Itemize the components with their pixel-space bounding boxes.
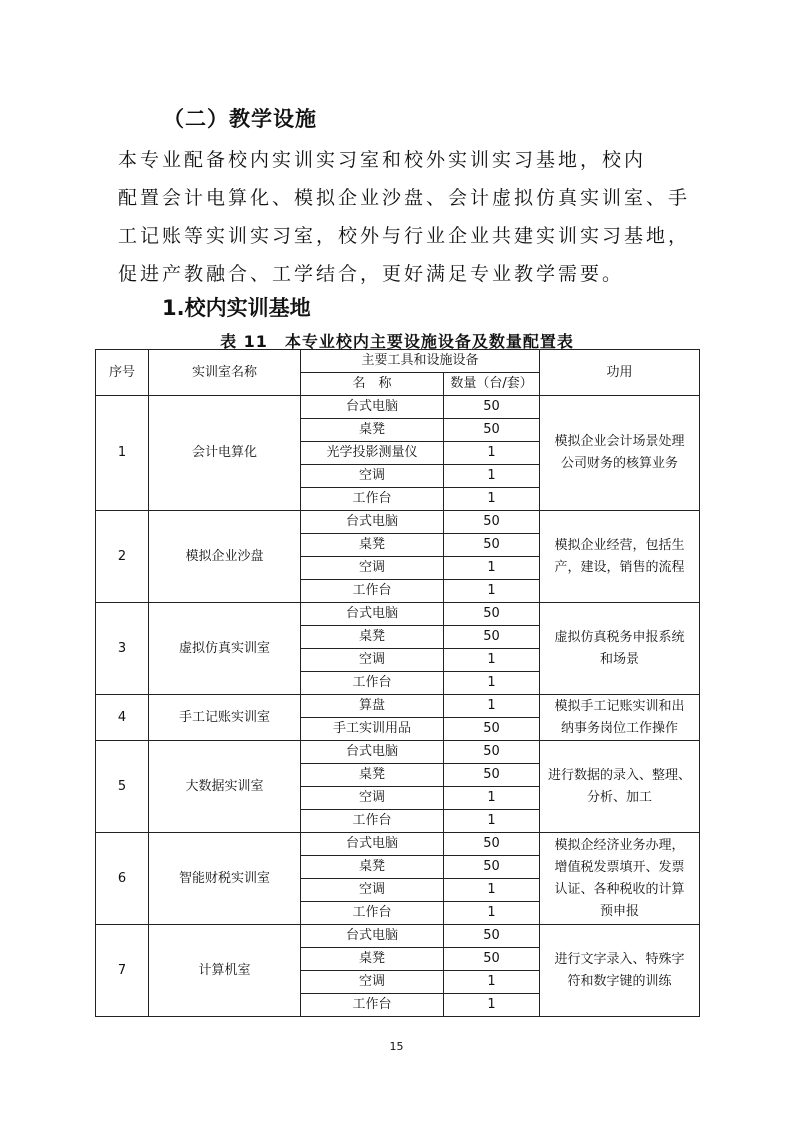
room-function-cell (540, 511, 700, 603)
item-name-cell: 台式电脑 (301, 396, 444, 419)
room-function-cell (540, 833, 700, 925)
item-name-cell: 桌凳 (301, 626, 444, 649)
item-name-cell: 空调 (301, 787, 444, 810)
function-line: 认证、各种税收的计算 (554, 881, 685, 897)
function-line: 符和数字键的训练 (567, 973, 672, 989)
room-name-cell: 手工记账实训室 (149, 695, 301, 741)
paragraph-line: 本专业配备校内实训实习室和校外实训实习基地，校内 (118, 149, 647, 171)
paragraph-line: 促进产教融合、工学结合，更好满足专业教学需要。 (118, 263, 625, 285)
facility-table (95, 349, 700, 1017)
item-qty-cell: 50 (444, 833, 540, 856)
room-function-cell (540, 695, 700, 741)
item-qty-cell: 50 (444, 511, 540, 534)
table-row (96, 511, 700, 534)
section-heading: （二）教学设施 (163, 107, 317, 131)
item-qty-cell: 1 (444, 902, 540, 925)
item-name-cell: 工作台 (301, 810, 444, 833)
item-name-cell: 空调 (301, 971, 444, 994)
table-row (96, 603, 700, 626)
item-name-cell: 台式电脑 (301, 603, 444, 626)
item-qty-cell: 50 (444, 419, 540, 442)
header-function: 功用 (540, 350, 700, 396)
function-line: 和场景 (600, 651, 640, 667)
function-line: 模拟企业会计场景处理 (554, 434, 685, 449)
room-seq-cell: 1 (96, 396, 149, 511)
room-name-cell: 虚拟仿真实训室 (149, 603, 301, 695)
item-qty-cell: 50 (444, 741, 540, 764)
room-function-cell (540, 925, 700, 1017)
room-name-cell: 大数据实训室 (149, 741, 301, 833)
table-row (96, 396, 700, 419)
item-name-cell: 工作台 (301, 488, 444, 511)
room-function-cell (540, 741, 700, 833)
item-name-cell: 工作台 (301, 902, 444, 925)
item-qty-cell: 1 (444, 810, 540, 833)
room-name-cell: 计算机室 (149, 925, 301, 1017)
header-seq: 序号 (96, 350, 149, 396)
item-name-cell: 工作台 (301, 994, 444, 1017)
table-header-row (96, 350, 700, 373)
function-line: 模拟企业经营，包括生 (554, 537, 685, 553)
room-seq-cell: 6 (96, 833, 149, 925)
item-qty-cell: 1 (444, 879, 540, 902)
item-name-cell: 空调 (301, 465, 444, 488)
function-line: 模拟手工记账实训和出 (554, 698, 685, 714)
room-function-cell (540, 603, 700, 695)
table-row (96, 925, 700, 948)
item-qty-cell: 1 (444, 649, 540, 672)
item-qty-cell: 1 (444, 994, 540, 1017)
room-seq-cell: 5 (96, 741, 149, 833)
item-qty-cell: 1 (444, 580, 540, 603)
function-line: 进行文字录入、特殊字 (554, 951, 685, 967)
function-line: 产，建设，销售的流程 (554, 559, 685, 575)
item-qty-cell: 1 (444, 672, 540, 695)
item-name-cell: 桌凳 (301, 856, 444, 879)
function-line: 虚拟仿真税务申报系统 (554, 629, 685, 645)
paragraph-line: 工记账等实训实习室，校外与行业企业共建实训实习基地， (118, 225, 691, 247)
item-name-cell: 工作台 (301, 580, 444, 603)
item-qty-cell: 50 (444, 925, 540, 948)
paragraph-line: 配置会计电算化、模拟企业沙盘、会计虚拟仿真实训室、手 (118, 187, 691, 209)
item-qty-cell: 50 (444, 718, 540, 741)
function-line: 纳事务岗位工作操作 (561, 720, 679, 736)
item-name-cell: 桌凳 (301, 948, 444, 971)
room-seq-cell: 4 (96, 695, 149, 741)
item-qty-cell: 1 (444, 442, 540, 465)
item-name-cell: 算盘 (301, 695, 444, 718)
item-qty-cell: 1 (444, 465, 540, 488)
item-qty-cell: 1 (444, 557, 540, 580)
item-name-cell: 空调 (301, 879, 444, 902)
table-body (96, 350, 700, 1017)
item-qty-cell: 50 (444, 603, 540, 626)
function-line: 公司财务的核算业务 (561, 456, 679, 471)
item-name-cell: 台式电脑 (301, 511, 444, 534)
item-name-cell: 桌凳 (301, 419, 444, 442)
room-function-cell (540, 396, 700, 511)
function-line: 预申报 (600, 903, 640, 919)
item-name-cell: 台式电脑 (301, 741, 444, 764)
item-qty-cell: 50 (444, 534, 540, 557)
item-qty-cell: 50 (444, 856, 540, 879)
function-line: 分析、加工 (587, 789, 653, 805)
item-name-cell: 台式电脑 (301, 925, 444, 948)
table-row (96, 833, 700, 856)
item-qty-cell: 1 (444, 488, 540, 511)
item-qty-cell: 50 (444, 764, 540, 787)
item-name-cell: 工作台 (301, 672, 444, 695)
item-name-cell: 台式电脑 (301, 833, 444, 856)
function-line: 模拟企经济业务办理， (554, 837, 685, 853)
function-line: 进行数据的录入、整理、 (548, 767, 692, 783)
table-caption: 表 11 本专业校内主要设施设备及数量配置表 (220, 332, 574, 351)
item-name-cell: 桌凳 (301, 764, 444, 787)
function-line: 增值税发票填开、发票 (554, 859, 685, 875)
item-qty-cell: 50 (444, 626, 540, 649)
header-quantity: 数量（台/套） (444, 373, 540, 396)
item-name-cell: 手工实训用品 (301, 718, 444, 741)
item-qty-cell: 1 (444, 787, 540, 810)
item-name-cell: 空调 (301, 557, 444, 580)
item-qty-cell: 50 (444, 948, 540, 971)
room-seq-cell: 3 (96, 603, 149, 695)
table-row (96, 741, 700, 764)
room-name-cell: 模拟企业沙盘 (149, 511, 301, 603)
item-qty-cell: 50 (444, 396, 540, 419)
item-name-cell: 空调 (301, 649, 444, 672)
room-name-cell: 智能财税实训室 (149, 833, 301, 925)
room-seq-cell: 2 (96, 511, 149, 603)
item-name-cell: 桌凳 (301, 534, 444, 557)
page-number: 15 (389, 1040, 404, 1053)
header-item-name: 名 称 (301, 373, 444, 396)
table-row (96, 695, 700, 718)
header-room-name: 实训室名称 (149, 350, 301, 396)
subsection-heading: 1.校内实训基地 (162, 296, 311, 320)
header-equipment-group: 主要工具和设施设备 (301, 350, 540, 373)
room-name-cell: 会计电算化 (149, 396, 301, 511)
item-qty-cell: 1 (444, 971, 540, 994)
room-seq-cell: 7 (96, 925, 149, 1017)
item-name-cell: 光学投影测量仪 (301, 442, 444, 465)
item-qty-cell: 1 (444, 695, 540, 718)
